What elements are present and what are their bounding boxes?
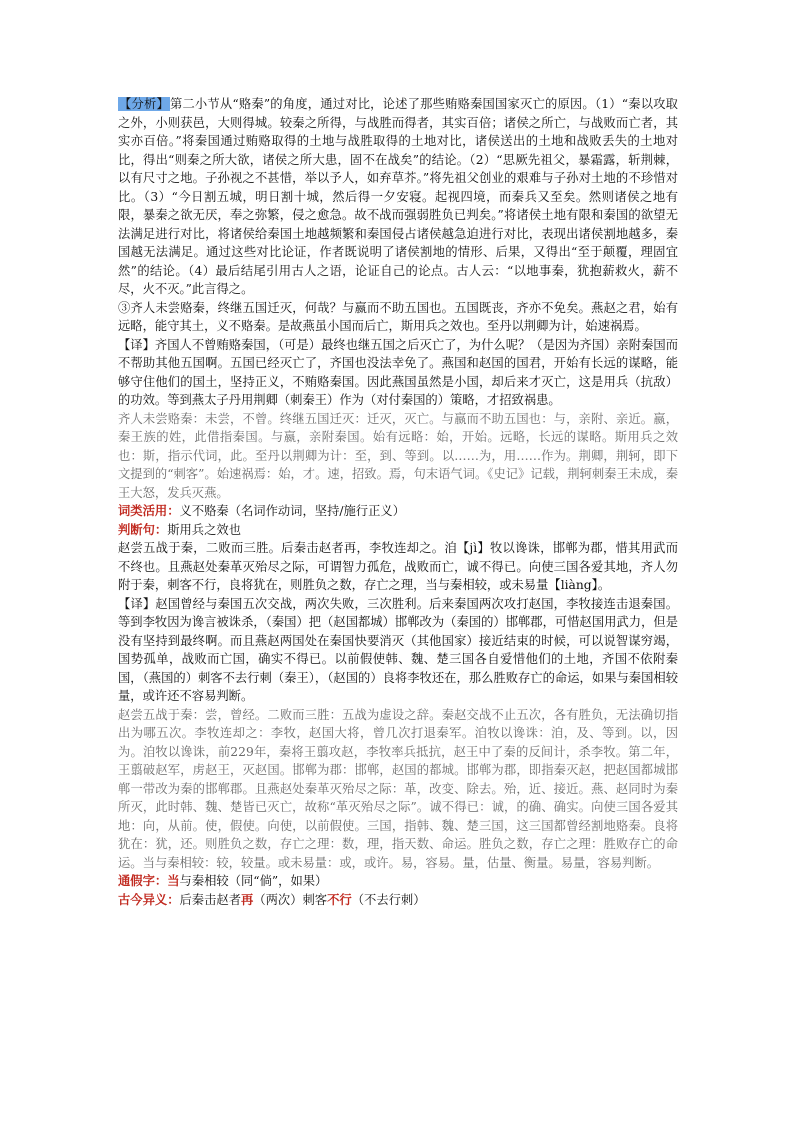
translation-text-2: 【译】赵国曾经与秦国五次交战，两次失败，三次胜利。后来秦国两次攻打赵国，李牧接连击退秦国。等到李牧因为谗言被诛杀，（秦国）把（赵国都城）邯郸改为（秦国的）邯郸郡，可惜赵国用武力，但是没有坚持到最终啊。而且燕赵两国处在秦国快要消灭（其他国家）接近结束的时候，可以说智谋穷竭，国势孤单，战败而亡国，确实不得已。以前假使韩、魏、楚三国各自爱惜他们的土地，齐国不依附秦国，（燕国的）刺客不去行刺（秦王），（赵国的）良将李牧还在，那么胜败存亡的命运，如果与秦国相较量，或许还不容易判断。 xyxy=(118,596,678,703)
label-gujin-key2: 不行 xyxy=(327,891,352,907)
label-tongjia: 通假字： xyxy=(118,873,168,888)
label-gujin-post2: （不去行刺） xyxy=(351,892,426,907)
translation-paragraph-2 xyxy=(118,595,678,706)
label-judgement-text: 斯用兵之效也 xyxy=(167,522,241,537)
label-tongjia-key: 当 xyxy=(167,873,180,888)
label-gujin-pre: 后秦击赵者 xyxy=(179,892,241,907)
original-text-4: 赵尝五战于秦，二败而三胜。后秦击赵者再，李牧连却之。洎【jì】牧以谗诛，邯郸为郡，惜其用武而不终也。且燕赵处秦革灭殆尽之际，可谓智力孤危，战败而亡，诚不得已。向使三国各爱其地，齐人勿附于秦，刺客不行，良将犹在，则胜负之数，存亡之理，当与秦相较，或未易量【liàng】。 xyxy=(118,541,678,592)
original-paragraph-3 xyxy=(118,299,678,336)
notes-text-1: 齐人未尝赂秦：未尝，不曾。终继五国迁灭：迁灭，灭亡。与嬴而不助五国也：与，亲附、亲近。嬴，秦王族的姓，此借指秦国。与嬴，亲附秦国。始有远略：始，开始。远略，长远的谋略。斯用兵之效也：斯，指示代词，此。至丹以荆卿为计：至，到、等到。以……为，用……作为。荆卿，荆轲，即下文提到的“刺客”。始速祸焉：始，才。速，招致。焉，句末语气词。《史记》记载，荆轲刺秦王未成，秦王大怒，发兵灭燕。 xyxy=(118,411,678,500)
label-gujin: 古今异义： xyxy=(118,891,180,907)
notes-paragraph-2 xyxy=(118,706,678,873)
notes-paragraph-1 xyxy=(118,410,678,503)
label-gujin-key: 再 xyxy=(241,891,254,907)
document-body xyxy=(118,95,678,909)
label-line-word-class xyxy=(118,502,678,521)
analysis-text: 第二小节从“赂秦”的角度，通过对比，论述了那些贿赂秦国国家灭亡的原因。（1）“秦以攻取之外，小则获邑，大则得城。较秦之所得，与战胜而得者，其实百倍；诸侯之所亡，与战败而亡者，其实亦百倍。”将秦国通过贿赂取得的土地与战胜取得的土地对比，诸侯送出的土地和战败丢失的土地对比，得出“则秦之所大欲，诸侯之所大患，固不在战矣”的结论。（2）“思厥先祖父，暴霜露，斩荆棘，以有尺寸之地。子孙视之不甚惜，举以予人，如弃草芥。”将先祖父创业的艰难与子孙对土地的不珍惜对比。（3）“今日割五城，明日割十城，然后得一夕安寝。起视四境，而秦兵又至矣。然则诸侯之地有限，暴秦之欲无厌，奉之弥繁，侵之愈急。故不战而强弱胜负已判矣。”将诸侯土地有限和秦国的欲望无法满足进行对比，将诸侯给秦国土地越频繁和秦国侵占诸侯越急迫进行对比，表现出诸侯割地越多，秦国越无法满足。通过这些对比论证，作者既说明了诸侯割地的情形、后果，又得出“至于颠覆，理固宜然”的结论。（4）最后结尾引用古人之语，论证自己的论点。古人云：“以地事秦，犹抱薪救火，薪不尽，火不灭。”此言得之。 xyxy=(118,97,678,296)
label-judgement: 判断句： xyxy=(118,521,168,537)
label-word-class-text: 义不赂秦（名词作动词，坚持/施行正义） xyxy=(179,504,405,518)
label-word-class: 词类活用： xyxy=(118,503,180,518)
label-line-judgement xyxy=(118,521,678,540)
translation-paragraph-1 xyxy=(118,336,678,410)
label-tongjia-post: 与秦相较（同“倘”，如果） xyxy=(179,874,328,888)
label-gujin-post: （两次）刺客 xyxy=(253,892,328,907)
label-line-gujin xyxy=(118,891,678,910)
label-line-tongjia xyxy=(118,872,678,891)
translation-text-1: 【译】齐国人不曾贿赂秦国，（可是）最终也继五国之后灭亡了，为什么呢？（是因为齐国）亲附秦国而不帮助其他五国啊。五国已经灭亡了，齐国也没法幸免了。燕国和赵国的国君，开始有长远的谋略，能够守住他们的国土，坚持正义，不贿赂秦国。因此燕国虽然是小国，却后来才灭亡，这是用兵（抗敌）的功效。等到燕太子丹用荆卿（刺秦王）作为（对付秦国的）策略，才招致祸患。 xyxy=(118,337,678,407)
analysis-paragraph xyxy=(118,95,678,299)
analysis-tag: 【分析】 xyxy=(119,97,169,111)
original-paragraph-4 xyxy=(118,539,678,595)
original-text-3: ③齐人未尝赂秦，终继五国迁灭，何哉？与嬴而不助五国也。五国既丧，齐亦不免矣。燕赵之君，始有远略，能守其土，义不赂秦。是故燕虽小国而后亡，斯用兵之效也。至丹以荆卿为计，始速祸焉。 xyxy=(118,300,678,333)
notes-text-2: 赵尝五战于秦：尝，曾经。二败而三胜：五战为虚设之辞。秦赵交战不止五次，各有胜负，无法确切指出为哪五次。李牧连却之：李牧，赵国大将，曾几次打退秦军。洎牧以谗诛：洎，及、等到。以，因为。洎牧以谗诛，前229年，秦将王翦攻赵，李牧率兵抵抗，赵王中了秦的反间计，杀李牧。第二年，王翦破赵军，虏赵王，灭赵国。邯郸为郡：邯郸，赵国的都城。邯郸为郡，即指秦灭赵，把赵国都城邯郸一带改为秦的邯郸郡。且燕赵处秦革灭殆尽之际：革，改变、除去。殆，近、接近。燕、赵同时为秦所灭，此时韩、魏、楚皆已灭亡，故称“革灭殆尽之际”。诚不得已：诚，的确、确实。向使三国各爱其地：向，从前。使，假使。向使，以前假使。三国，指韩、魏、楚三国，这三国都曾经割地赂秦。良将犹在：犹，还。则胜负之数，存亡之理：数，理，指天数、命运。胜负之数，存亡之理：胜败存亡的命运。当与秦相较：较，较量。或未易量：或，或许。易，容易。量，估量、衡量。易量，容易判断。 xyxy=(118,707,678,870)
